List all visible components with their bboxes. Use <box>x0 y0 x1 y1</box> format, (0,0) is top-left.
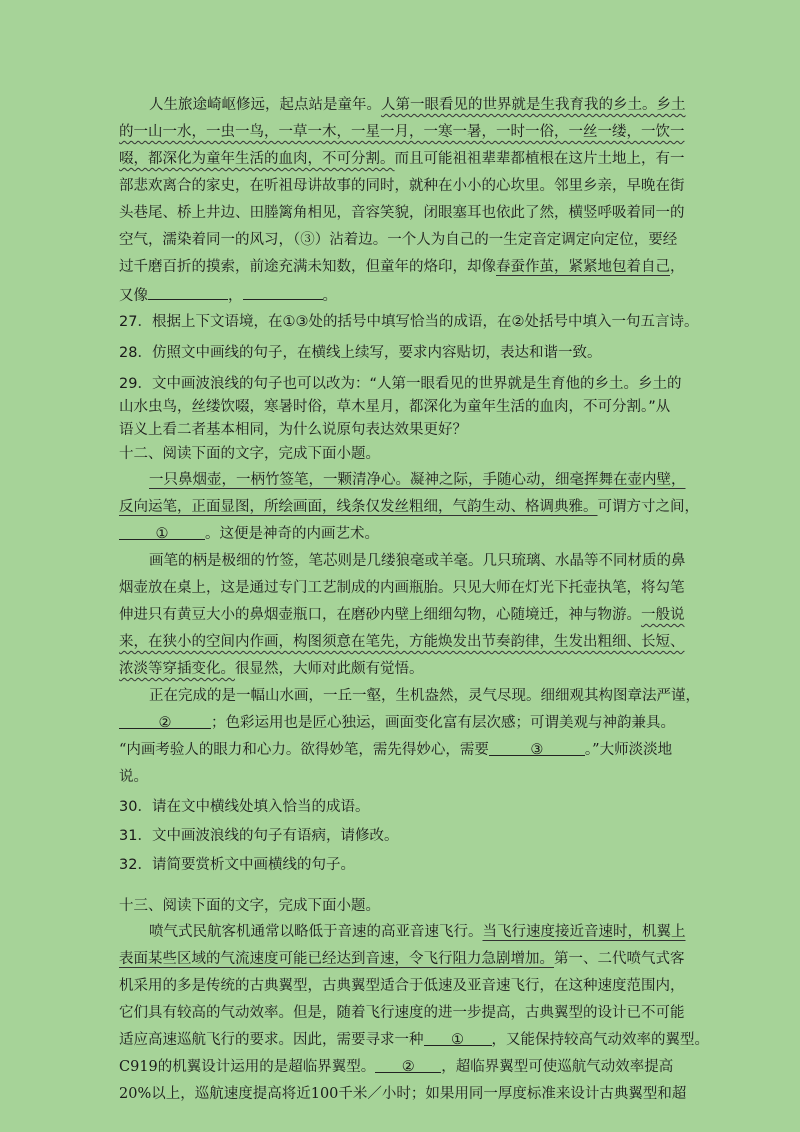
question-text: 31．文中画波浪线的句子有语病，请修改。 <box>119 828 399 844</box>
passage1-line-4 <box>119 175 685 197</box>
question-29-line-1 <box>119 373 681 395</box>
fill-blank-1[interactable] <box>424 1029 492 1046</box>
fill-blank-1[interactable] <box>119 523 205 540</box>
underlined-sentence: 反向运笔，正面显图，所绘画面，线条仅发丝粗细，气韵生动、格调典雅。 <box>119 499 598 515</box>
passage1-text: ， <box>670 259 685 275</box>
underlined-sentence: 春蚕作茧，紧紧地包着自己 <box>496 259 670 275</box>
fill-blank-line[interactable] <box>243 283 323 300</box>
passage2-text: “内画考验人的眼力和心力。欲得妙笔，需先得妙心，需要 <box>119 742 489 758</box>
passage1-text: 过千磨百折的摸索，前途充满未知数，但童年的烙印，却像 <box>119 259 496 275</box>
passage1-text: 。 <box>322 288 337 304</box>
passage1-line-6 <box>119 229 677 251</box>
passage1-line-2 <box>119 121 685 143</box>
passage1-text: 头巷尾、桥上井边、田塍篱角相见，音容笑貌，闭眼塞耳也依此了然，横竖呼吸着同一的 <box>119 205 685 221</box>
fill-blank-3[interactable] <box>489 739 585 756</box>
passage3-line-5 <box>119 1029 709 1051</box>
passage2-p3-line-3 <box>119 739 672 761</box>
passage2-p2-line-5 <box>119 658 424 680</box>
passage2-text: 。这便是神奇的内画艺术。 <box>205 526 379 542</box>
wavy-underlined-sentence: 浓淡等穿插变化。 <box>119 661 235 677</box>
passage3-line-4 <box>119 1002 685 1024</box>
passage3-text: 适应高速巡航飞行的要求。因此，需要寻求一种 <box>119 1032 424 1048</box>
underlined-sentence: 表面某些区域的气流速度可能已经达到音速，令飞行阻力急剧增加。 <box>119 951 554 967</box>
question-text: 30．请在文中横线处填入恰当的成语。 <box>119 799 370 815</box>
blank-marker: ② <box>158 715 172 731</box>
section-title: 十三、阅读下面的文字，完成下面小题。 <box>119 898 380 914</box>
passage2-p1-line-1 <box>149 469 686 491</box>
question-text: 27．根据上下文语境，在①③处的括号中填写恰当的成语，在②处括号中填入一句五言诗。 <box>119 314 699 330</box>
passage2-p3-line-1 <box>149 685 700 707</box>
passage3-text: 喷气式民航客机通常以略低于音速的高亚音速飞行。 <box>149 924 483 940</box>
passage3-text: ，超临界翼型可使巡航气动效率提高 <box>441 1059 674 1075</box>
passage2-p3-line-2 <box>119 712 675 734</box>
blank-marker: ① <box>155 526 169 542</box>
passage1-text: 又像 <box>119 288 148 304</box>
question-text: 32．请简要赏析文中画横线的句子。 <box>119 857 355 873</box>
section-12-heading <box>119 443 380 465</box>
passage1-line-5 <box>119 202 685 224</box>
question-29-line-2 <box>119 396 670 418</box>
section-title: 十二、阅读下面的文字，完成下面小题。 <box>119 446 380 462</box>
question-text: 语义上看二者基本相同，为什么说原句表达效果更好？ <box>119 422 467 438</box>
passage2-text: 烟壶放在桌上，这是通过专门工艺制成的内画瓶胎。只见大师在灯光下托壶执笔，将勾笔 <box>119 580 685 596</box>
passage2-p2-line-2 <box>119 577 685 599</box>
wavy-underlined-sentence: 啜，都深化为童年生活的血肉，不可分割。 <box>119 151 395 167</box>
question-32 <box>119 854 355 876</box>
passage1-text: 而且可能祖祖辈辈都植根在这片土地上，有一 <box>394 151 685 167</box>
question-text: 29．文中画波浪线的句子也可以改为：“人第一眼看见的世界就是生育他的乡土。乡土的 <box>119 376 682 392</box>
passage2-p2-line-3 <box>119 604 685 626</box>
passage3-text: ，又能保持较高气动效率的翼型。 <box>491 1032 709 1048</box>
passage3-text: 它们具有较高的气动效率。但是，随着飞行速度的进一步提高，古典翼型的设计已不可能 <box>119 1005 685 1021</box>
wavy-underlined-sentence: 来，在狭小的空间内作画，构图须意在笔先，方能焕发出节奏韵律，生发出粗细、长短、 <box>119 634 685 650</box>
passage1-text: 空气，濡染着同一的风习，（③）沾着边。一个人为自己的一生定音定调定向定位，要经 <box>119 232 678 248</box>
passage2-p1-line-2 <box>119 496 699 518</box>
passage2-p3-line-4 <box>119 766 148 788</box>
passage1-line-8 <box>119 283 337 307</box>
passage2-text: 正在完成的是一幅山水画，一丘一壑，生机盎然，灵气尽现。细细观其构图章法严谨， <box>149 688 700 704</box>
passage2-text: 说。 <box>119 769 148 785</box>
passage2-text: 画笔的柄是极细的竹签，笔芯则是几缕狼毫或羊毫。几只琉璃、水晶等不同材质的鼻 <box>149 553 686 569</box>
passage2-text: 很显然，大师对此颇有觉悟。 <box>235 661 424 677</box>
question-28 <box>119 342 601 364</box>
wavy-underlined-sentence: 人第一眼看见的世界就是生我育我的乡土。乡土 <box>381 97 686 113</box>
passage2-text: 伸进只有黄豆大小的鼻烟壶瓶口，在磨砂内壁上细细勾物，心随境迁，神与物游。 <box>119 607 641 623</box>
passage2-text: ；色彩运用也是匠心独运，画面变化富有层次感；可谓美观与神韵兼具。 <box>211 715 675 731</box>
question-29-line-3 <box>119 419 467 441</box>
question-30 <box>119 796 369 818</box>
passage3-text: 20%以上，巡航速度提高将近100千米／小时；如果用同一厚度标准来设计古典翼型和超 <box>119 1086 687 1102</box>
passage1-line-7 <box>119 256 685 278</box>
passage3-line-7 <box>119 1083 686 1105</box>
passage3-line-2 <box>119 948 685 970</box>
passage1-line-3 <box>119 148 685 170</box>
passage3-line-6 <box>119 1056 673 1078</box>
underlined-sentence: 当飞行速度接近音速时，机翼上 <box>482 924 686 940</box>
passage3-text: 第一、二代喷气式客 <box>554 951 685 967</box>
passage3-line-1 <box>149 921 686 943</box>
section-13-heading <box>119 895 380 917</box>
passage1-line-1 <box>149 94 686 116</box>
blank-marker: ① <box>451 1032 464 1048</box>
passage2-p2-line-4 <box>119 631 685 653</box>
question-31 <box>119 825 398 847</box>
blank-marker: ③ <box>530 742 544 758</box>
question-27 <box>119 311 698 333</box>
question-text: 28．仿照文中画线的句子，在横线上续写，要求内容贴切，表达和谐一致。 <box>119 345 602 361</box>
passage2-p1-line-3 <box>119 523 379 545</box>
passage2-text: 可谓方寸之间， <box>597 499 699 515</box>
wavy-underlined-sentence: 一般说 <box>641 607 685 623</box>
fill-blank-line[interactable] <box>148 283 228 300</box>
passage1-text: 部悲欢离合的家史，在听祖母讲故事的同时，就种在小小的心坎里。邻里乡亲，早晚在街 <box>119 178 685 194</box>
fill-blank-2[interactable] <box>375 1056 441 1073</box>
fill-blank-2[interactable] <box>119 712 211 729</box>
passage2-p2-line-1 <box>149 550 686 572</box>
wavy-underlined-sentence: 的一山一水，一虫一鸟，一草一木，一星一月，一寒一暑，一时一俗，一丝一缕，一饮一 <box>119 124 685 140</box>
passage3-text: C919的机翼设计运用的是超临界翼型。 <box>119 1059 376 1075</box>
passage2-text: 。”大师淡淡地 <box>584 742 673 758</box>
underlined-sentence: 一只鼻烟壶，一柄竹签笔，一颗清净心。凝神之际，手随心动，细毫挥舞在壶内壁， <box>149 472 686 488</box>
blank-marker: ② <box>401 1059 415 1075</box>
passage3-text: 机采用的多是传统的古典翼型，古典翼型适合于低速及亚音速飞行，在这种速度范围内， <box>119 978 685 994</box>
passage3-line-3 <box>119 975 685 997</box>
passage1-text: ， <box>228 288 243 304</box>
question-text: 山水虫鸟，丝缕饮啜，寒暑时俗，草木星月，都深化为童年生活的血肉，不可分割。”从 <box>119 399 671 415</box>
passage1-text: 人生旅途崎岖修远，起点站是童年。 <box>149 97 381 113</box>
